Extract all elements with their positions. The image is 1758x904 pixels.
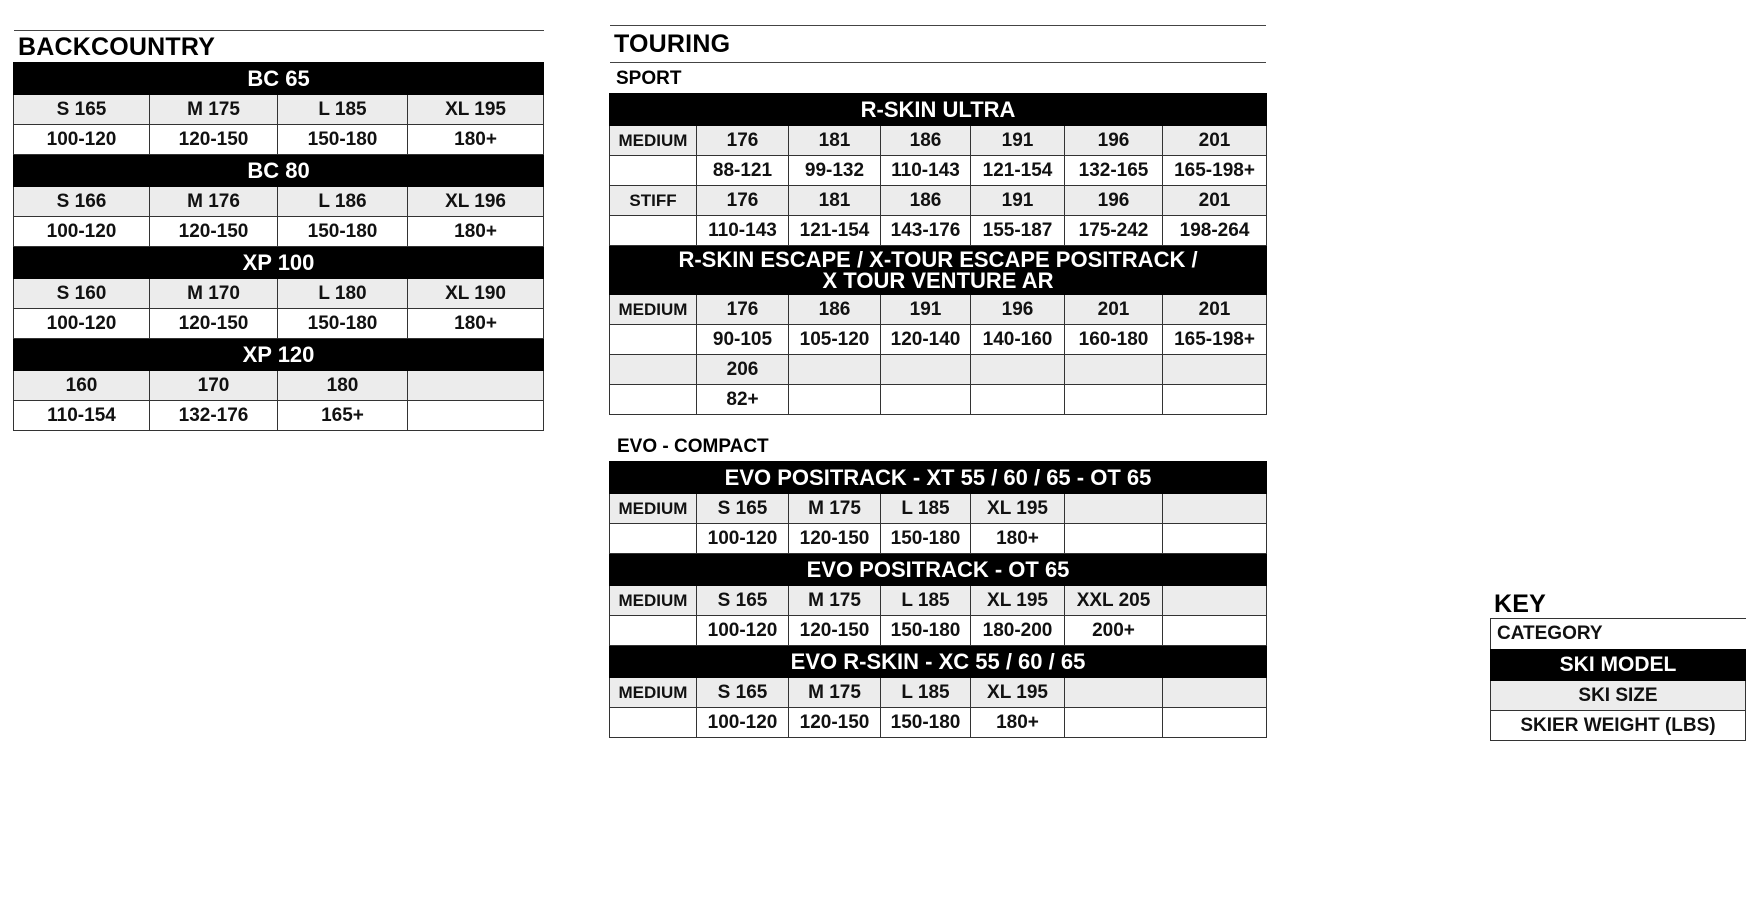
weight-cell: 110-143 [697,216,789,246]
weight-cell: 100-120 [14,309,150,339]
weight-cell: 160-180 [1065,325,1163,355]
size-cell: L 180 [278,279,408,309]
weight-row [610,156,1267,186]
weight-cell [971,385,1065,415]
size-cell [1163,494,1267,524]
size-cell: 181 [789,126,881,156]
size-cell: 196 [971,295,1065,325]
flex-label [610,616,697,646]
weight-cell: 175-242 [1065,216,1163,246]
weight-cell: 132-165 [1065,156,1163,186]
size-cell [1163,355,1267,385]
model-name: EVO POSITRACK - XT 55 / 60 / 65 - OT 65 [610,462,1267,494]
flex-label [610,355,697,385]
weight-cell: 105-120 [789,325,881,355]
size-cell: 196 [1065,186,1163,216]
weight-cell: 121-154 [789,216,881,246]
flex-label: MEDIUM [610,126,697,156]
weight-cell: 180+ [408,125,544,155]
size-cell: 170 [150,371,278,401]
size-cell: XL 195 [971,494,1065,524]
weight-cell [1065,524,1163,554]
weight-cell: 120-150 [150,309,278,339]
flex-label [610,524,697,554]
backcountry-section [13,62,544,431]
size-cell: M 175 [789,678,881,708]
size-cell [881,355,971,385]
size-cell: 206 [697,355,789,385]
size-row [14,95,544,125]
size-cell: XL 195 [408,95,544,125]
size-cell: L 185 [881,678,971,708]
weight-cell: 140-160 [971,325,1065,355]
weight-row [610,325,1267,355]
model-row-evo-positrack-xt [610,462,1267,494]
weight-cell: 90-105 [697,325,789,355]
size-cell: 176 [697,126,789,156]
touring-title: TOURING [614,30,731,58]
model-name-line1: R-SKIN ESCAPE / X-TOUR ESCAPE POSITRACK / [678,247,1198,272]
model-row-bc65 [14,63,544,95]
weight-cell: 165-198+ [1163,156,1267,186]
size-cell: XL 195 [971,678,1065,708]
key-ski-model: SKI MODEL [1490,649,1746,681]
size-cell: M 170 [150,279,278,309]
flex-label: MEDIUM [610,678,697,708]
size-cell: XL 196 [408,187,544,217]
size-cell: 186 [881,126,971,156]
weight-cell: 198-264 [1163,216,1267,246]
size-cell: L 186 [278,187,408,217]
weight-cell: 150-180 [278,309,408,339]
weight-cell [1163,708,1267,738]
weight-cell: 150-180 [881,524,971,554]
flex-label: MEDIUM [610,586,697,616]
size-cell: 191 [971,186,1065,216]
evo-table [609,461,1267,738]
size-row [610,186,1267,216]
size-row [610,295,1267,325]
weight-cell: 132-176 [150,401,278,431]
model-row-rskin-escape [610,246,1267,295]
weight-cell: 180+ [408,217,544,247]
size-cell: XL 190 [408,279,544,309]
size-row [14,371,544,401]
size-cell [971,355,1065,385]
size-cell: 186 [881,186,971,216]
evo-section [609,461,1267,738]
size-cell: 181 [789,186,881,216]
key-category: CATEGORY [1490,618,1746,649]
model-name: R-SKIN ULTRA [610,94,1267,126]
size-row [610,494,1267,524]
weight-cell [408,401,544,431]
touring-mid-rule [610,62,1266,63]
weight-row [14,125,544,155]
size-cell [408,371,544,401]
weight-cell: 110-143 [881,156,971,186]
size-cell: L 185 [881,494,971,524]
flex-label: STIFF [610,186,697,216]
size-cell: 201 [1163,126,1267,156]
flex-label [610,708,697,738]
weight-cell: 200+ [1065,616,1163,646]
size-cell: 160 [14,371,150,401]
size-cell: L 185 [881,586,971,616]
key-ski-size: SKI SIZE [1490,681,1746,711]
size-cell: S 166 [14,187,150,217]
weight-cell: 121-154 [971,156,1065,186]
touring-top-rule [610,25,1266,26]
weight-cell: 100-120 [697,708,789,738]
model-row-evo-rskin [610,646,1267,678]
size-cell: S 160 [14,279,150,309]
size-cell: S 165 [697,586,789,616]
size-cell: 191 [881,295,971,325]
weight-cell: 180+ [971,708,1065,738]
weight-cell: 120-150 [789,708,881,738]
backcountry-table [13,62,544,431]
flex-label: MEDIUM [610,494,697,524]
weight-cell: 120-150 [150,125,278,155]
size-cell [1065,494,1163,524]
model-name-line2: X TOUR VENTURE AR [822,268,1054,293]
size-row [14,279,544,309]
backcountry-title: BACKCOUNTRY [18,33,216,61]
weight-cell: 100-120 [697,524,789,554]
size-row [14,187,544,217]
size-cell: S 165 [697,494,789,524]
weight-cell: 100-120 [14,217,150,247]
weight-cell: 150-180 [881,708,971,738]
flex-label [610,216,697,246]
size-cell [1163,678,1267,708]
weight-cell: 143-176 [881,216,971,246]
weight-cell: 100-120 [14,125,150,155]
size-cell: M 176 [150,187,278,217]
size-cell: 201 [1065,295,1163,325]
weight-cell: 150-180 [881,616,971,646]
model-name: XP 100 [14,247,544,279]
model-row-rskin-ultra [610,94,1267,126]
weight-row [610,616,1267,646]
weight-cell: 180+ [971,524,1065,554]
size-row [610,355,1267,385]
model-name: EVO R-SKIN - XC 55 / 60 / 65 [610,646,1267,678]
weight-cell: 150-180 [278,217,408,247]
sport-category-label: SPORT [616,68,682,89]
weight-cell [1163,616,1267,646]
flex-label: MEDIUM [610,295,697,325]
weight-cell: 155-187 [971,216,1065,246]
size-cell: 191 [971,126,1065,156]
weight-cell: 150-180 [278,125,408,155]
weight-cell [789,385,881,415]
key-legend [1490,590,1746,741]
size-cell: 176 [697,186,789,216]
size-row [610,586,1267,616]
size-cell: XXL 205 [1065,586,1163,616]
size-cell: 201 [1163,186,1267,216]
weight-row [14,309,544,339]
size-cell: 201 [1163,295,1267,325]
size-row [610,678,1267,708]
size-cell: M 175 [789,586,881,616]
model-name: BC 65 [14,63,544,95]
size-cell [789,355,881,385]
model-row-xp100 [14,247,544,279]
key-title: KEY [1494,590,1547,618]
weight-cell [1065,385,1163,415]
model-row-evo-positrack-ot [610,554,1267,586]
weight-cell: 120-150 [789,524,881,554]
weight-cell: 82+ [697,385,789,415]
size-cell: 176 [697,295,789,325]
model-name [610,246,1267,295]
model-name: BC 80 [14,155,544,187]
size-cell [1065,355,1163,385]
sport-section [609,93,1267,415]
flex-label [610,156,697,186]
weight-cell: 99-132 [789,156,881,186]
size-cell [1163,586,1267,616]
key-skier-weight: SKIER WEIGHT (LBS) [1490,711,1746,741]
sport-table [609,93,1267,415]
weight-cell: 120-140 [881,325,971,355]
model-row-bc80 [14,155,544,187]
weight-cell: 165-198+ [1163,325,1267,355]
size-cell: S 165 [697,678,789,708]
size-cell: 180 [278,371,408,401]
weight-cell: 165+ [278,401,408,431]
model-row-xp120 [14,339,544,371]
size-cell: S 165 [14,95,150,125]
size-cell: 186 [789,295,881,325]
weight-cell: 180+ [408,309,544,339]
weight-row [610,524,1267,554]
size-cell: M 175 [789,494,881,524]
model-name: XP 120 [14,339,544,371]
weight-row [610,216,1267,246]
weight-row [610,385,1267,415]
evo-category-label: EVO - COMPACT [617,436,769,457]
size-row [610,126,1267,156]
weight-cell [1163,385,1267,415]
weight-cell: 88-121 [697,156,789,186]
flex-label [610,385,697,415]
weight-cell: 180-200 [971,616,1065,646]
flex-label [610,325,697,355]
weight-cell: 120-150 [789,616,881,646]
weight-row [14,401,544,431]
backcountry-top-rule [14,30,544,31]
size-cell: XL 195 [971,586,1065,616]
size-cell [1065,678,1163,708]
size-cell: L 185 [278,95,408,125]
weight-row [610,708,1267,738]
weight-row [14,217,544,247]
weight-cell: 110-154 [14,401,150,431]
weight-cell: 120-150 [150,217,278,247]
weight-cell [881,385,971,415]
size-cell: 196 [1065,126,1163,156]
weight-cell [1163,524,1267,554]
model-name: EVO POSITRACK - OT 65 [610,554,1267,586]
size-cell: M 175 [150,95,278,125]
weight-cell [1065,708,1163,738]
weight-cell: 100-120 [697,616,789,646]
